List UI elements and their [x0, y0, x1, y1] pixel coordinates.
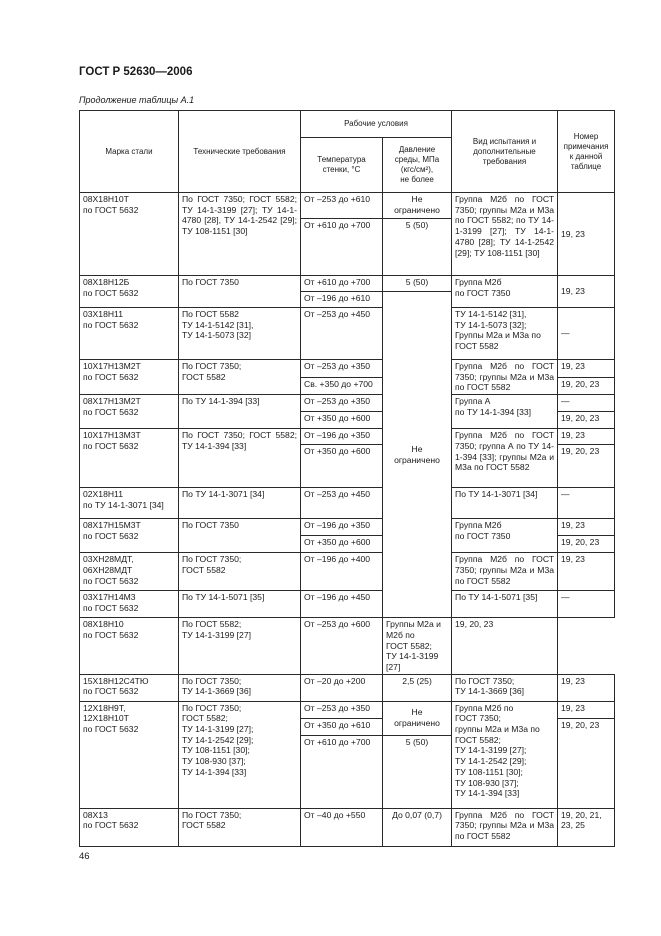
row-pressure: 2,5 (25) — [383, 674, 452, 701]
row-pressure: Не ограничено — [383, 193, 452, 219]
row-grade: 03Х18Н11 по ГОСТ 5632 — [80, 308, 179, 360]
row-grade: 08Х18Н10 по ГОСТ 5632 — [80, 618, 179, 675]
row-tech: По ГОСТ 7350; ГОСТ 5582; ТУ 14-1-394 [33] — [179, 429, 301, 488]
row-tech: По ГОСТ 7350; ГОСТ 5582 — [179, 360, 301, 395]
row-tech: По ГОСТ 5582; ТУ 14-1-3199 [27] — [179, 618, 301, 675]
row-temp: От +350 до +600 — [301, 536, 383, 553]
row-test: Группа М2б по ГОСТ 7350; группы М2а и М3а по ГОСТ 5582; по ТУ 14-1-3199 [27]; ТУ 14-1-4780 [28]; ТУ 14-1-2542 [29]; ТУ 108-1151 [30] — [452, 193, 558, 276]
row-tech: По ГОСТ 7350; ГОСТ 5582 — [179, 553, 301, 591]
row-temp: От +610 до +700 — [301, 276, 383, 292]
row-tech: По ТУ 14-1-394 [33] — [179, 395, 301, 429]
row-test: Группа М2б по ГОСТ 7350; группы М2а и М3а по ГОСТ 5582 — [452, 360, 558, 395]
row-temp: От +350 до +600 — [301, 445, 383, 488]
row-tech: По ГОСТ 7350; ГОСТ 5582; ТУ 14-1-3199 [27]; ТУ 14-1-2542 [29]; ТУ 108-1151 [30]; ТУ 108-930 [37]; ТУ 14-1-394 [33] — [179, 701, 301, 808]
row-test: ТУ 14-1-5142 [31], ТУ 14-1-5073 [32]; Группы М2а и М3а по ГОСТ 5582 — [452, 308, 558, 360]
row-pressure: Не ограничено — [383, 701, 452, 735]
row-pressure: До 0,07 (0,7) — [383, 808, 452, 846]
row-note: 19, 23 — [558, 429, 615, 445]
steel-grades-table — [79, 110, 615, 847]
row-temp: От –20 до +200 — [301, 674, 383, 701]
row-note: 19, 20, 23 — [558, 377, 615, 395]
row-pressure-merged: Не ограничено — [383, 292, 452, 618]
row-temp: От –253 до +350 — [301, 701, 383, 718]
row-temp: От –40 до +550 — [301, 808, 383, 846]
row-note: 19, 23 — [558, 360, 615, 378]
row-temp: От –253 до +450 — [301, 308, 383, 360]
row-note: 19, 20, 23 — [558, 412, 615, 429]
row-note: 19, 23 — [558, 276, 615, 308]
row-note: — — [558, 395, 615, 412]
row-temp: От –196 до +610 — [301, 292, 383, 308]
col-header-tech: Технические требования — [179, 111, 301, 193]
row-note: 19, 23 — [558, 674, 615, 701]
row-note: — — [558, 591, 615, 618]
row-temp: Св. +350 до +700 — [301, 377, 383, 395]
row-test: Группа М2б по ГОСТ 7350; группы М2а и М3а по ГОСТ 5582 — [452, 553, 558, 591]
row-test: Группа А по ТУ 14-1-394 [33] — [452, 395, 558, 429]
row-note: 19, 20, 23 — [558, 718, 615, 808]
row-pressure: 5 (50) — [383, 219, 452, 276]
row-grade: 15Х18Н12С4ТЮ по ГОСТ 5632 — [80, 674, 179, 701]
row-grade: 08Х17Н15М3Т по ГОСТ 5632 — [80, 519, 179, 553]
row-temp: От –253 до +350 — [301, 395, 383, 412]
row-note: 19, 20, 23 — [558, 445, 615, 488]
row-grade: 08Х17Н13М2Т по ГОСТ 5632 — [80, 395, 179, 429]
row-test: Группы М2а и М2б по ГОСТ 5582; ТУ 14-1-3199 [27] — [383, 618, 452, 675]
row-grade: 03ХН28МДТ, 06ХН28МДТ по ГОСТ 5632 — [80, 553, 179, 591]
row-test: По ТУ 14-1-5071 [35] — [452, 591, 558, 618]
row-test: Группа М2б по ГОСТ 7350 — [452, 276, 558, 308]
row-temp: От –196 до +350 — [301, 429, 383, 445]
row-note: — — [558, 488, 615, 519]
row-grade: 02Х18Н11 по ТУ 14-1-3071 [34] — [80, 488, 179, 519]
row-temp: От –196 до +350 — [301, 519, 383, 536]
table-caption: Продолжение таблицы А.1 — [79, 95, 195, 105]
col-header-test: Вид испытания и дополнительные требования — [452, 111, 558, 193]
row-tech: По ГОСТ 7350 — [179, 276, 301, 308]
row-note: 19, 23 — [558, 193, 615, 276]
row-tech: По ГОСТ 5582 ТУ 14-1-5142 [31], ТУ 14-1-5073 [32] — [179, 308, 301, 360]
row-note: 19, 23 — [558, 701, 615, 718]
row-grade: 03Х17Н14М3 по ГОСТ 5632 — [80, 591, 179, 618]
row-pressure: 5 (50) — [383, 735, 452, 808]
row-test: Группа М2б по ГОСТ 7350; группа А по ТУ 14-1-394 [33]; группы М2а и М3а по ГОСТ 5582 — [452, 429, 558, 488]
row-temp: От –253 до +450 — [301, 488, 383, 519]
row-test: Группа М2б по ГОСТ 7350; группы М2а и М3а по ГОСТ 5582 — [452, 808, 558, 846]
row-grade: 12Х18Н9Т, 12Х18Н10Т по ГОСТ 5632 — [80, 701, 179, 808]
page-number: 46 — [79, 851, 90, 862]
row-temp: От –196 до +400 — [301, 553, 383, 591]
row-temp: От –253 до +350 — [301, 360, 383, 378]
col-header-pressure: Давление среды, МПа (кгс/см²), не более — [383, 138, 452, 193]
document-title: ГОСТ Р 52630—2006 — [79, 66, 193, 78]
row-tech: По ГОСТ 7350; ГОСТ 5582 — [179, 808, 301, 846]
row-grade: 08Х18Н12Б по ГОСТ 5632 — [80, 276, 179, 308]
row-grade: 08Х18Н10Т по ГОСТ 5632 — [80, 193, 179, 276]
row-temp: От –196 до +450 — [301, 591, 383, 618]
col-header-grade: Марка стали — [80, 111, 179, 193]
row-tech: По ТУ 14-1-3071 [34] — [179, 488, 301, 519]
row-tech: По ГОСТ 7350 — [179, 519, 301, 553]
row-temp: От +350 до +600 — [301, 412, 383, 429]
row-grade: 10Х17Н13М3Т по ГОСТ 5632 — [80, 429, 179, 488]
row-test: Группа М2б по ГОСТ 7350 — [452, 519, 558, 553]
row-tech: По ГОСТ 7350; ТУ 14-1-3669 [36] — [179, 674, 301, 701]
row-note: 19, 23 — [558, 553, 615, 591]
row-note: 19, 20, 23 — [452, 618, 558, 675]
row-note: 19, 23 — [558, 519, 615, 536]
row-test: Группа М2б по ГОСТ 7350; группы М2а и М3а по ГОСТ 5582; ТУ 14-1-3199 [27]; ТУ 14-1-2542 [29]; ТУ 108-1151 [30]; ТУ 108-930 [37]; ТУ 14-1-394 [33] — [452, 701, 558, 808]
row-grade: 10Х17Н13М2Т по ГОСТ 5632 — [80, 360, 179, 395]
row-tech: По ТУ 14-1-5071 [35] — [179, 591, 301, 618]
row-note: 19, 20, 21, 23, 25 — [558, 808, 615, 846]
row-pressure: 5 (50) — [383, 276, 452, 292]
row-temp: От –253 до +610 — [301, 193, 383, 219]
col-header-work-conditions: Рабочие условия — [301, 111, 452, 138]
row-test: По ТУ 14-1-3071 [34] — [452, 488, 558, 519]
col-header-temp: Температура стенки, °С — [301, 138, 383, 193]
row-temp: От +610 до +700 — [301, 219, 383, 276]
row-test: По ГОСТ 7350; ТУ 14-1-3669 [36] — [452, 674, 558, 701]
row-grade: 08Х13 по ГОСТ 5632 — [80, 808, 179, 846]
row-temp: От +350 до +610 — [301, 718, 383, 735]
row-tech: По ГОСТ 7350; ГОСТ 5582; ТУ 14-1-3199 [27]; ТУ 14-1-4780 [28], ТУ 14-1-2542 [29]; ТУ 108-1151 [30] — [179, 193, 301, 276]
row-temp: От +610 до +700 — [301, 735, 383, 808]
row-note: 19, 20, 23 — [558, 536, 615, 553]
row-temp: От –253 до +600 — [301, 618, 383, 675]
col-header-note: Номер примечания к данной таблице — [558, 111, 615, 193]
row-note: — — [558, 308, 615, 360]
